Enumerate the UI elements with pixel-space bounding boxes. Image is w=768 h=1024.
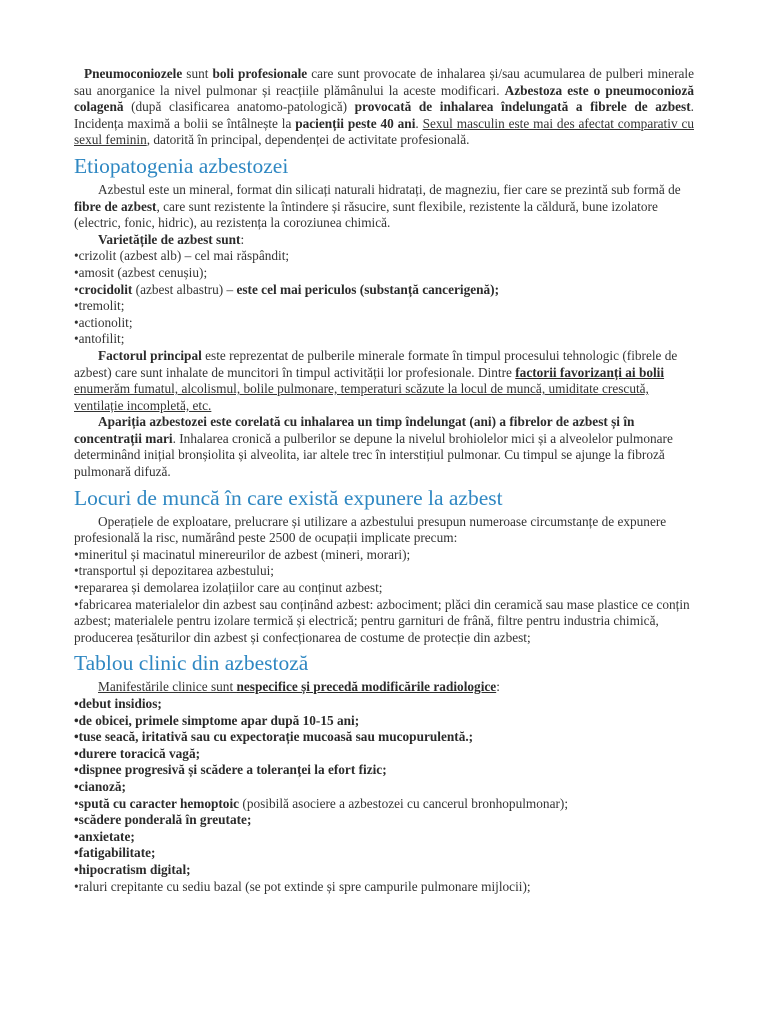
intro-paragraph: Pneumoconiozele sunt boli profesionale care sunt provocate de inhalarea și/sau acumularea de pulberi minerale sau anorganice la nivel pulmonar și reacțiile plămânului la aceste modificari. Azbestoza este o pneumoconioză colagenă (după clasificarea anatomo-patologică) provocată de inhalarea îndelungată a fibrele de azbest. Incidența maximă a bolii se întâlnește la pacienții peste 40 ani. Sexul masculin este mai des afectat comparativ cu sexul feminin, datorită în principal, dependenței de activitate profesională. xyxy=(74,66,694,148)
list-item: • tuse seacă, iritativă sau cu expectorație mucoasă sau mucopurulentă.; xyxy=(74,729,694,746)
list-item: • transportul și depozitarea azbestului; xyxy=(74,563,694,580)
heading-tablou-clinic: Tablou clinic din azbestoză xyxy=(74,651,309,676)
varietati-label: Varietățile de azbest sunt: xyxy=(98,231,245,247)
list-item: • crizolit (azbest alb) – cel mai răspândit; xyxy=(74,248,694,265)
list-item: • anxietate; xyxy=(74,829,694,846)
list-item: • de obicei, primele simptome apar după 10-15 ani; xyxy=(74,713,694,730)
clinic-intro: Manifestările clinice sunt nespecifice și precedă modificările radiologice: xyxy=(98,679,500,695)
list-item: • antofilit; xyxy=(74,331,694,348)
etio-paragraph-factori: Factorul principal este reprezentat de pulberile minerale formate în timpul procesului tehnologic (fibrele de azbest) care sunt inhalate de muncitori în timpul activității lor profesionale. Dintre factorii favorizanți ai bolii enumerăm fumatul, alcolismul, bolile pulmonare, temperaturi scăzute la locul de muncă, umiditate crescută, ventilație incompletă, etc. xyxy=(74,347,678,413)
document-body xyxy=(74,66,694,895)
list-item: • spută cu caracter hemoptoic (posibilă asociere a azbestozei cu cancerul bronhopulmonar); xyxy=(74,796,694,813)
heading-locuri-de-munca: Locuri de muncă în care există expunere la azbest xyxy=(74,485,503,510)
list-item: • actionolit; xyxy=(74,315,694,332)
locuri-paragraph: Operațiele de exploatare, prelucrare și utilizare a azbestului presupun numeroase circumstanțe de expunere profesională la risc, numărând peste 2500 de ocupații implicate precum: xyxy=(74,513,667,546)
list-item: • dispnee progresivă și scădere a toleranței la efort fizic; xyxy=(74,762,694,779)
list-item: • hipocratism digital; xyxy=(74,862,694,879)
list-item: • debut insidios; xyxy=(74,696,694,713)
list-item: • cianoză; xyxy=(74,779,694,796)
list-item: • scădere ponderală în greutate; xyxy=(74,812,694,829)
etio-paragraph-1: Azbestul este un mineral, format din silicați naturali hidratați, de magneziu, fier care se prezintă sub formă de fibre de azbest, care sunt rezistente la întindere și răsucire, sunt flexibile, rezistente la căldură, bune izolatore (electric, fonic, hidric), au rezistența la coroziunea chimică. xyxy=(74,181,681,231)
list-item: • durere toracică vagă; xyxy=(74,746,694,763)
list-item: • amosit (azbest cenușiu); xyxy=(74,265,694,282)
list-item: • crocidolit (azbest albastru) – este cel mai periculos (substanță cancerigenă); xyxy=(74,282,694,299)
list-item: • mineritul și macinatul minereurilor de azbest (mineri, morari); xyxy=(74,547,694,564)
list-item: • tremolit; xyxy=(74,298,694,315)
list-item: • fatigabilitate; xyxy=(74,845,694,862)
list-item: • raluri crepitante cu sediu bazal (se pot extinde și spre campurile pulmonare mijlocii); xyxy=(74,879,694,896)
heading-etiopatogenie: Etiopatogenia azbestozei xyxy=(74,153,289,178)
list-item: • repararea și demolarea izolațiilor care au conținut azbest; xyxy=(74,580,694,597)
etio-paragraph-aparitie: Apariția azbestozei este corelată cu inhalarea un timp îndelungat (ani) a fibrelor de azbest și în concentrații mari. Inhalarea cronică a pulberilor se depune la nivelul brohiolelor mici și a alveolelor pulmonare determinând inițial bronșiolita și alveolita, iar altele trec în interstițiul pulmonar. Cu timpul se ajunge la fibroză pulmonară difuză. xyxy=(74,414,673,480)
term-pneumoconioze: Pneumoconiozele xyxy=(84,66,183,81)
list-item: • fabricarea materialelor din azbest sau conținând azbest: azbociment; plăci din ceramică sau mase plastice ce conțin azbest; materialele pentru izolare termică și electrică; pentru garnituri de frână, filtre pentru industria chimică, producerea țesăturilor din azbest și confecționarea de costume de protecție din azbest; xyxy=(74,597,694,647)
